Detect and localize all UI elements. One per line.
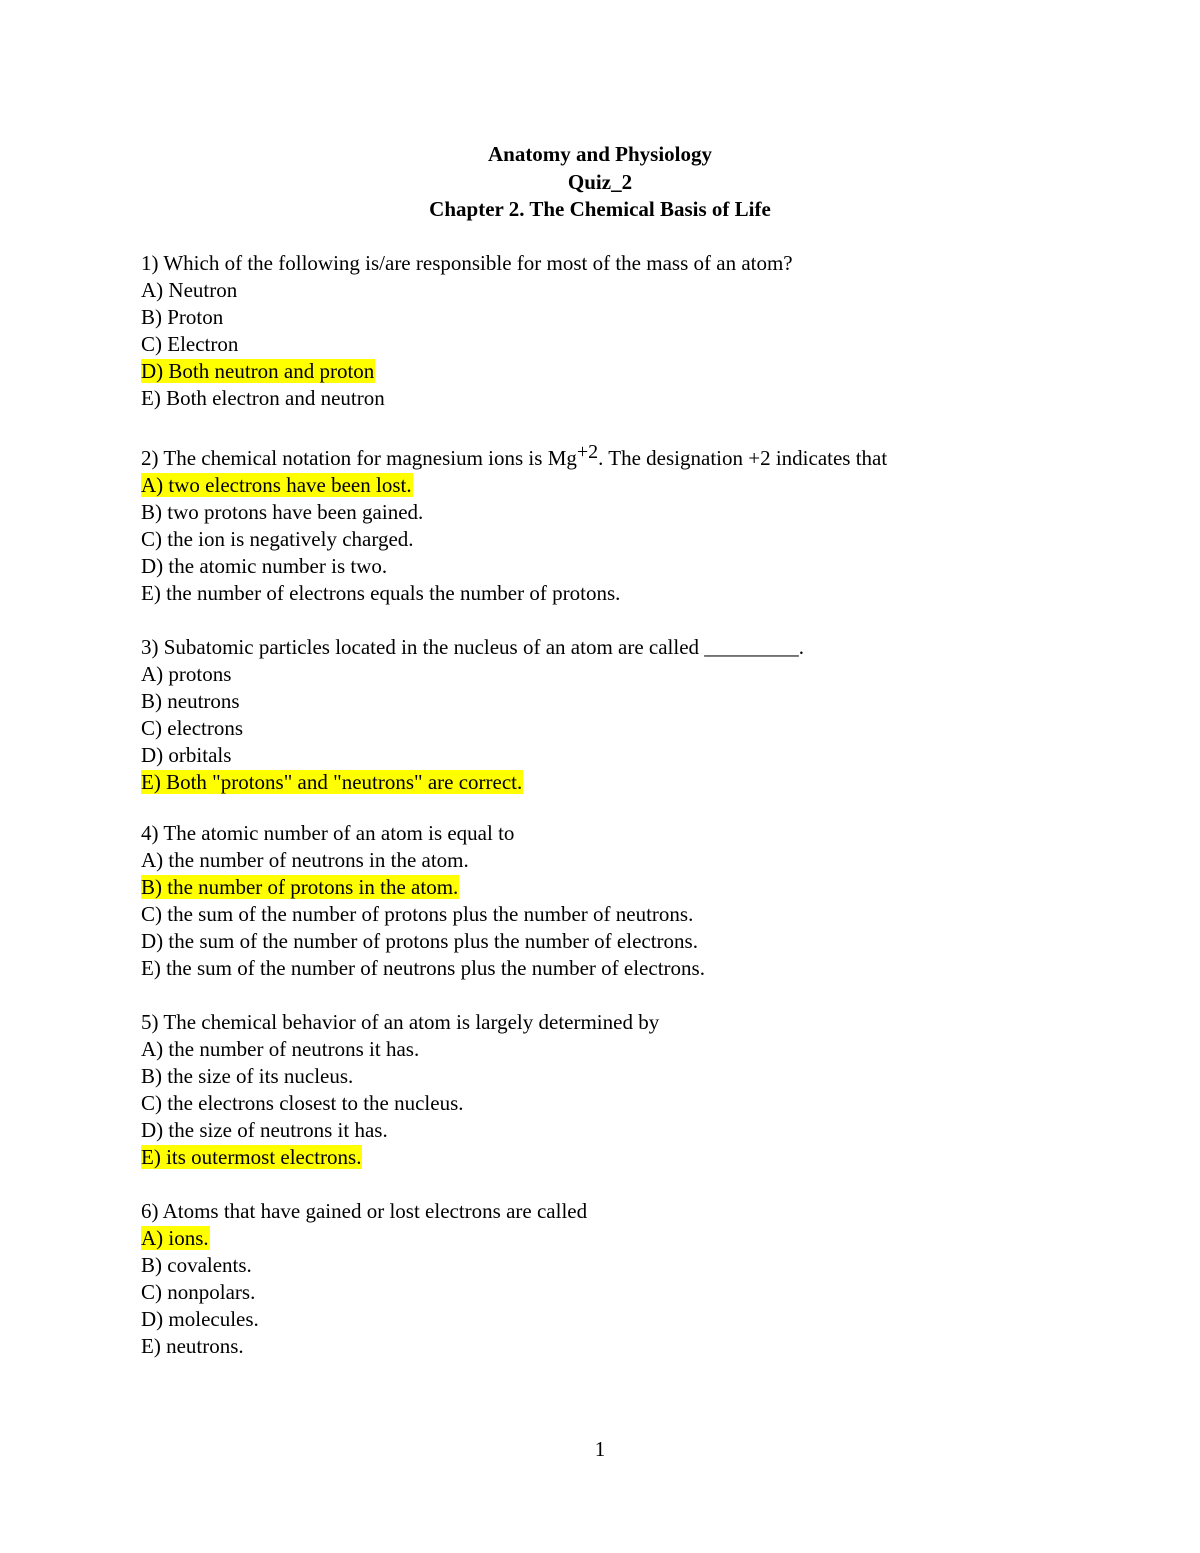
question-3-option-e: E) Both "protons" and "neutrons" are correct. (141, 770, 523, 794)
question-2-stem: 2) The chemical notation for magnesium ions is $Mg^{+2}$. The designation +2 indicates that (141, 441, 888, 470)
question-4-stem: 4) The atomic number of an atom is equal to (141, 821, 515, 845)
question-3-option-c: C) electrons (141, 716, 244, 740)
question-2-option-e: E) the number of electrons equals the number of protons. (141, 581, 621, 605)
question-1 (141, 250, 1081, 412)
question-5-stem: 5) The chemical behavior of an atom is largely determined by (141, 1010, 660, 1034)
question-6-option-d: D) molecules. (141, 1307, 259, 1331)
question-5-option-d: D) the size of neutrons it has. (141, 1118, 388, 1142)
chapter-title: Chapter 2. The Chemical Basis of Life (429, 197, 771, 221)
question-4-option-c: C) the sum of the number of protons plus the number of neutrons. (141, 902, 694, 926)
question-2-option-d: D) the atomic number is two. (141, 554, 388, 578)
question-2-option-b: B) two protons have been gained. (141, 500, 424, 524)
charge-superscript: +2 (576, 441, 599, 463)
question-5-option-b: B) the size of its nucleus. (141, 1064, 354, 1088)
question-3-option-a: A) protons (141, 662, 232, 686)
question-1-option-d: D) Both neutron and proton (141, 359, 375, 383)
question-5-option-e: E) its outermost electrons. (141, 1145, 362, 1169)
question-4-option-e: E) the sum of the number of neutrons plus the number of electrons. (141, 956, 705, 980)
question-6 (141, 1198, 1081, 1360)
question-6-stem: 6) Atoms that have gained or lost electrons are called (141, 1199, 588, 1223)
question-4-option-d: D) the sum of the number of protons plus the number of electrons. (141, 929, 698, 953)
course-title: Anatomy and Physiology (487, 142, 713, 166)
quiz-title: Quiz_2 (567, 169, 633, 194)
question-6-option-e: E) neutrons. (141, 1334, 244, 1358)
page-number: 1 (594, 1437, 606, 1461)
question-6-option-a: A) ions. (141, 1226, 209, 1250)
document-header (0, 141, 1200, 224)
question-6-option-c: C) nonpolars. (141, 1280, 256, 1304)
question-5-option-c: C) the electrons closest to the nucleus. (141, 1091, 464, 1115)
question-1-option-a: A) Neutron (141, 278, 238, 302)
question-3 (141, 634, 1081, 796)
question-1-option-b: B) Proton (141, 305, 224, 329)
question-4-option-b: B) the number of protons in the atom. (141, 875, 459, 899)
question-5-option-a: A) the number of neutrons it has. (141, 1037, 420, 1061)
question-1-option-e: E) Both electron and neutron (141, 386, 385, 410)
question-2 (141, 441, 1081, 607)
question-6-option-b: B) covalents. (141, 1253, 252, 1277)
question-3-option-d: D) orbitals (141, 743, 232, 767)
question-5 (141, 1009, 1081, 1171)
question-1-option-c: C) Electron (141, 332, 239, 356)
question-2-option-a: A) two electrons have been lost. (141, 473, 412, 497)
question-3-option-b: B) neutrons (141, 689, 240, 713)
question-4 (141, 820, 1081, 982)
question-3-stem: 3) Subatomic particles located in the nucleus of an atom are called _________. (141, 635, 805, 659)
question-4-option-a: A) the number of neutrons in the atom. (141, 848, 469, 872)
question-2-option-c: C) the ion is negatively charged. (141, 527, 414, 551)
question-1-stem: 1) Which of the following is/are responsible for most of the mass of an atom? (141, 251, 793, 275)
